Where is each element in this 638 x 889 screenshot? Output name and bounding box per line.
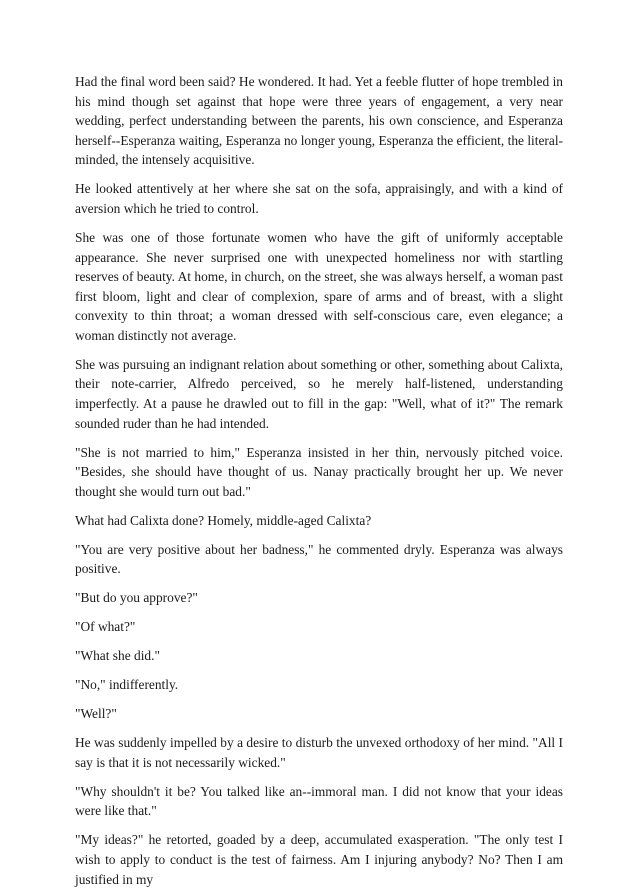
paragraph-9: "Of what?": [75, 619, 136, 635]
paragraph-2: He looked attentively at her where she sat on the sofa, appraisingly, and with a kind of aversion which he tried to control.: [75, 181, 563, 216]
paragraph-11: "No," indifferently.: [75, 677, 179, 693]
paragraph-1: Had the final word been said? He wondered. It had. Yet a feeble flutter of hope trembled in his mind though set against that hope were three years of engagement, a very near wedding, perfect understanding between the parents, his own conscience, and Esperanza herself--Esperanza waiting, Esperanza no longer young, Esperanza the efficient, the literal-minded, the intensely acquisitive.: [75, 74, 563, 168]
paragraph-8: "But do you approve?": [75, 590, 198, 606]
paragraph-14: "Why shouldn't it be? You talked like an--immoral man. I did not know that your ideas were like that.": [75, 783, 563, 819]
paragraph-7: "You are very positive about her badness," he commented dryly. Esperanza was always positive.: [75, 541, 563, 577]
paragraph-3: She was one of those fortunate women who have the gift of uniformly acceptable appearance. She never surprised one with unexpected homeliness nor with startling reserves of beauty. At home, in church, on the street, she was always herself, a woman past first bloom, light and clear of complexion, spare of arms and of breast, with a slight convexity to thin throat; a woman dressed with self-conscious care, even elegance; a woman distinctly not average.: [75, 229, 563, 343]
paragraph-6: What had Calixta done? Homely, middle-aged Calixta?: [75, 512, 372, 528]
paragraph-15: "My ideas?" he retorted, goaded by a deep, accumulated exasperation. "The only test I wish to apply to conduct is the test of fairness. Am I injuring anybody? No? Then I am justified in my: [75, 832, 563, 887]
paragraph-12: "Well?": [75, 706, 117, 722]
paragraph-5: "She is not married to him," Esperanza insisted in her thin, nervously pitched voice. "Besides, she should have thought of us. Nanay practically brought her up. We never thought she would turn out bad.": [75, 444, 563, 499]
paragraph-4: She was pursuing an indignant relation about something or other, something about Calixta, their note-carrier, Alfredo perceived, so he merely half-listened, understanding imperfectly. At a pause he drawled out to fill in the gap: "Well, what of it?" The remark sounded ruder than he had intended.: [75, 356, 563, 431]
paragraph-13: He was suddenly impelled by a desire to disturb the unvexed orthodoxy of her mind. "All I say is that it is not necessarily wicked.": [75, 735, 563, 770]
paragraph-10: "What she did.": [75, 648, 160, 664]
